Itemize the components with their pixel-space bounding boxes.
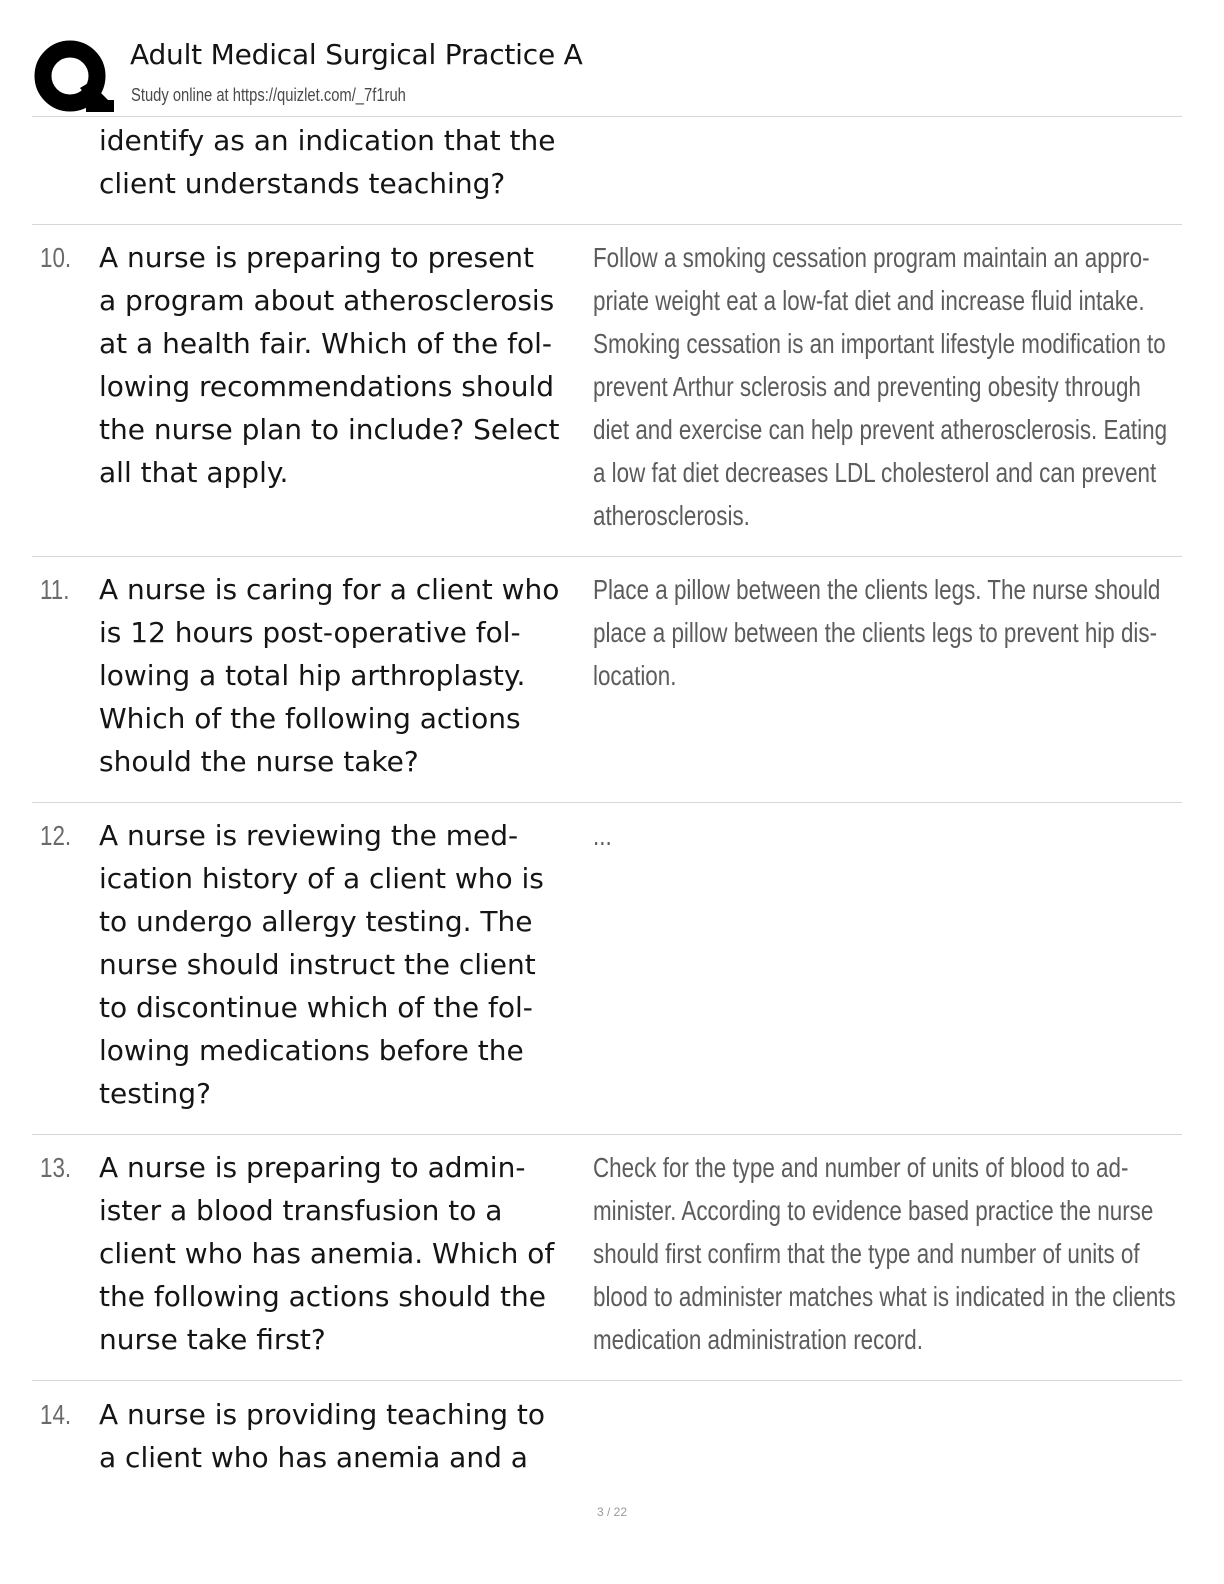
answer-line: atherosclerosis. [593, 500, 750, 531]
question-line: lowing recommendations should [99, 370, 554, 403]
question-line: the following actions should the [99, 1280, 546, 1313]
question-line: A nurse is providing teaching to [99, 1398, 545, 1431]
answer-text [593, 568, 1160, 697]
question-text [99, 1393, 589, 1479]
question-line: client who has anemia. Which of [99, 1237, 555, 1270]
study-link[interactable]: Study online at https://quizlet.com/_7f1ruh [131, 85, 406, 105]
question-line: lowing a total hip arthroplasty. [99, 659, 526, 692]
question-number: 12. [40, 820, 72, 851]
answer-line: ... [593, 820, 612, 851]
question-line: ication history of a client who is [99, 862, 544, 895]
question-line: A nurse is preparing to present [99, 241, 535, 274]
answer-text [593, 814, 612, 857]
answer-line: should first confirm that the type and number of units of [593, 1238, 1140, 1269]
divider [32, 556, 1182, 557]
question-line: A nurse is reviewing the med- [99, 819, 519, 852]
question-text [99, 1146, 589, 1361]
question-number: 14. [40, 1399, 72, 1430]
answer-line: Smoking cessation is an important lifestyle modification to [593, 328, 1166, 359]
page-header [30, 30, 1190, 116]
question-number: 10. [40, 242, 72, 273]
question-line: ister a blood transfusion to a [99, 1194, 503, 1227]
question-line: all that apply. [99, 456, 289, 489]
question-line: client understands teaching? [99, 167, 506, 200]
answer-line: Follow a smoking cessation program maintain an appro- [593, 242, 1150, 273]
divider [32, 224, 1182, 225]
question-number: 13. [40, 1152, 72, 1183]
answer-line: place a pillow between the clients legs to prevent hip dis- [593, 617, 1158, 648]
quizlet-q-icon [32, 36, 114, 118]
question-line: is 12 hours post-operative fol- [99, 616, 521, 649]
answer-line: blood to administer matches what is indicated in the clients [593, 1281, 1176, 1312]
question-line: A nurse is preparing to admin- [99, 1151, 526, 1184]
answer-line: prevent Arthur sclerosis and preventing obesity through [593, 371, 1141, 402]
question-line: A nurse is caring for a client who [99, 573, 560, 606]
answer-text [593, 236, 1167, 537]
answer-text [593, 1146, 1176, 1361]
answer-line: medication administration record. [593, 1324, 923, 1355]
question-line: should the nurse take? [99, 745, 419, 778]
question-line: at a health fair. Which of the fol- [99, 327, 553, 360]
page-title: Adult Medical Surgical Practice A [130, 38, 583, 71]
question-line: to undergo allergy testing. The [99, 905, 533, 938]
question-text [99, 119, 589, 205]
answer-line: a low fat diet decreases LDL cholesterol and can prevent [593, 457, 1157, 488]
question-line: nurse take first? [99, 1323, 326, 1356]
question-number: 11. [40, 574, 70, 605]
question-line: testing? [99, 1077, 211, 1110]
divider [32, 1380, 1182, 1381]
divider [32, 1134, 1182, 1135]
question-text [99, 568, 589, 783]
question-line: identify as an indication that the [99, 124, 556, 157]
question-text [99, 236, 589, 494]
page-number: 3 / 22 [596, 1505, 628, 1519]
answer-line: priate weight eat a low-fat diet and increase fluid intake. [593, 285, 1145, 316]
divider [32, 802, 1182, 803]
question-line: to discontinue which of the fol- [99, 991, 533, 1024]
answer-line: Place a pillow between the clients legs. The nurse should [593, 574, 1161, 605]
question-text [99, 814, 589, 1115]
question-line: a program about atherosclerosis [99, 284, 555, 317]
question-line: a client who has anemia and a [99, 1441, 528, 1474]
question-line: the nurse plan to include? Select [99, 413, 560, 446]
question-line: Which of the following actions [99, 702, 521, 735]
question-line: nurse should instruct the client [99, 948, 536, 981]
answer-line: location. [593, 660, 677, 691]
answer-line: Check for the type and number of units of blood to ad- [593, 1152, 1129, 1183]
answer-line: minister. According to evidence based practice the nurse [593, 1195, 1154, 1226]
answer-line: diet and exercise can help prevent atherosclerosis. Eating [593, 414, 1168, 445]
divider [32, 116, 1182, 117]
question-line: lowing medications before the [99, 1034, 524, 1067]
